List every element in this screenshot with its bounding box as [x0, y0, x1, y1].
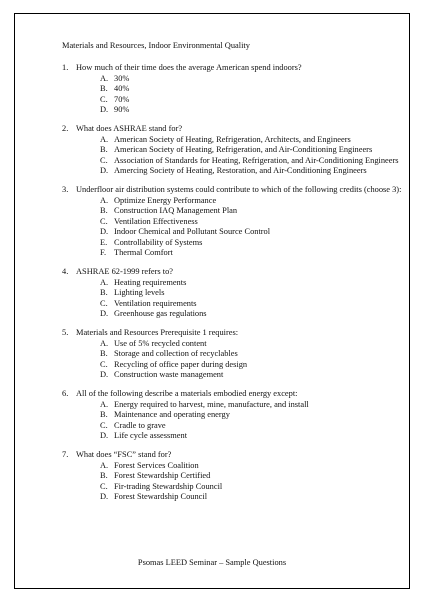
answer-option [100, 238, 402, 248]
question-number: 1. [62, 63, 69, 73]
option-letter: C. [100, 94, 108, 104]
option-letter: B. [100, 410, 108, 420]
question-item [62, 389, 402, 441]
option-text: 30% [114, 73, 130, 83]
answer-option [100, 492, 402, 502]
option-letter: E. [100, 237, 108, 247]
option-text: Thermal Comfort [114, 247, 173, 257]
option-text: Greenhouse gas regulations [114, 308, 207, 318]
question-line [62, 328, 402, 338]
answer-option [100, 105, 402, 115]
option-letter: D. [100, 431, 109, 440]
question-line [62, 63, 402, 73]
answer-option [100, 217, 402, 227]
question-text: Underfloor air distribution systems could contribute to which of the following credits (choose 3): [76, 185, 402, 195]
question-line [62, 267, 402, 277]
option-letter: A. [100, 73, 109, 83]
option-text: Construction waste management [114, 369, 224, 379]
answer-option [100, 227, 402, 237]
answer-options [62, 278, 402, 320]
question-text: How much of their time does the average American spend indoors? [76, 63, 302, 73]
answer-options [62, 339, 402, 381]
answer-option [100, 370, 402, 380]
option-letter: B. [100, 145, 108, 155]
answer-options [62, 400, 402, 442]
option-text: Amercing Society of Heating, Restoration, and Air-Conditioning Engineers [114, 166, 367, 176]
option-letter: A. [100, 134, 109, 144]
option-text: Energy required to harvest, mine, manufacture, and install [114, 399, 309, 409]
question-number: 3. [62, 185, 69, 195]
question-item [62, 185, 402, 258]
option-letter: A. [100, 195, 109, 205]
option-text: Optimize Energy Performance [114, 195, 217, 205]
option-letter: C. [100, 216, 108, 226]
answer-option [100, 431, 402, 441]
question-text: What does “FSC” stand for? [76, 450, 172, 460]
document-title: Materials and Resources, Indoor Environmental Quality [62, 41, 250, 50]
answer-option [100, 95, 402, 105]
answer-option [100, 248, 402, 258]
question-text: What does ASHRAE stand for? [76, 124, 183, 134]
question-line [62, 124, 402, 134]
question-item [62, 63, 402, 115]
question-text: Materials and Resources Prerequisite 1 requires: [76, 328, 239, 338]
option-text: 40% [114, 84, 130, 94]
option-text: Association of Standards for Heating, Refrigeration, and Air-Conditioning Engineers [114, 155, 399, 165]
option-text: Indoor Chemical and Pollutant Source Control [114, 227, 271, 237]
option-text: Heating requirements [114, 277, 187, 287]
option-letter: D. [100, 369, 109, 379]
answer-option [100, 206, 402, 216]
option-letter: C. [100, 420, 108, 430]
option-letter: D. [100, 308, 109, 318]
option-text: American Society of Heating, Refrigeration, and Air-Conditioning Engineers [114, 145, 373, 155]
option-text: 90% [114, 105, 130, 115]
option-letter: C. [100, 155, 108, 165]
answer-option [100, 84, 402, 94]
option-letter: C. [100, 481, 108, 491]
question-number: 6. [62, 389, 69, 399]
answer-option [100, 471, 402, 481]
option-letter: B. [100, 288, 108, 298]
question-item [62, 124, 402, 176]
answer-option [100, 410, 402, 420]
option-letter: C. [100, 298, 108, 308]
document-footer: Psomas LEED Seminar – Sample Questions [137, 558, 287, 567]
question-text: ASHRAE 62-1999 refers to? [76, 267, 173, 277]
answer-option [100, 156, 402, 166]
option-text: American Society of Heating, Refrigeration, Architects, and Engineers [114, 134, 351, 144]
option-text: Controllability of Systems [114, 237, 203, 247]
answer-options [62, 196, 402, 258]
option-text: Forest Stewardship Council [114, 492, 208, 502]
option-text: Cradle to grave [114, 420, 166, 430]
option-letter: D. [100, 227, 109, 237]
question-item [62, 328, 402, 380]
question-text: All of the following describe a materials embodied energy except: [76, 389, 298, 399]
answer-option [100, 299, 402, 309]
option-text: Ventilation Effectiveness [114, 216, 198, 226]
option-letter: B. [100, 471, 108, 481]
question-number: 7. [62, 450, 69, 460]
answer-option [100, 339, 402, 349]
question-item [62, 450, 402, 502]
option-letter: B. [100, 84, 108, 94]
option-letter: B. [100, 349, 108, 359]
option-text: Construction IAQ Management Plan [114, 206, 238, 216]
option-text: Ventilation requirements [114, 298, 197, 308]
option-letter: B. [100, 206, 108, 216]
answer-option [100, 288, 402, 298]
option-letter: A. [100, 399, 109, 409]
answer-option [100, 482, 402, 492]
question-item [62, 267, 402, 319]
document-page [14, 13, 410, 589]
answer-option [100, 461, 402, 471]
answer-option [100, 349, 402, 359]
answer-options [62, 135, 402, 177]
question-number: 4. [62, 267, 69, 277]
option-text: Storage and collection of recyclables [114, 349, 238, 359]
option-text: Forest Stewardship Certified [114, 471, 211, 481]
answer-option [100, 145, 402, 155]
option-letter: F. [100, 247, 107, 257]
answer-option [100, 74, 402, 84]
answer-options [62, 461, 402, 503]
option-text: Recycling of office paper during design [114, 359, 248, 369]
option-letter: C. [100, 359, 108, 369]
option-text: Fir-trading Stewardship Council [114, 481, 223, 491]
question-line [62, 450, 402, 460]
option-text: 70% [114, 94, 130, 104]
question-list [62, 63, 402, 502]
question-number: 2. [62, 124, 69, 134]
option-letter: D. [100, 105, 109, 115]
option-text: Life cycle assessment [114, 431, 188, 440]
answer-option [100, 196, 402, 206]
answer-option [100, 360, 402, 370]
question-line [62, 389, 402, 399]
answer-option [100, 421, 402, 431]
option-letter: A. [100, 338, 109, 348]
option-text: Forest Services Coalition [114, 460, 199, 470]
answer-options [62, 74, 402, 116]
answer-option [100, 309, 402, 319]
document-content [62, 41, 402, 511]
option-letter: A. [100, 460, 109, 470]
answer-option [100, 166, 402, 176]
answer-option [100, 278, 402, 288]
option-text: Lighting levels [114, 288, 165, 298]
option-letter: A. [100, 277, 109, 287]
option-text: Use of 5% recycled content [114, 338, 207, 348]
answer-option [100, 135, 402, 145]
option-letter: D. [100, 492, 109, 502]
question-number: 5. [62, 328, 69, 338]
option-letter: D. [100, 166, 109, 176]
question-line [62, 185, 402, 195]
answer-option [100, 400, 402, 410]
option-text: Maintenance and operating energy [114, 410, 230, 420]
